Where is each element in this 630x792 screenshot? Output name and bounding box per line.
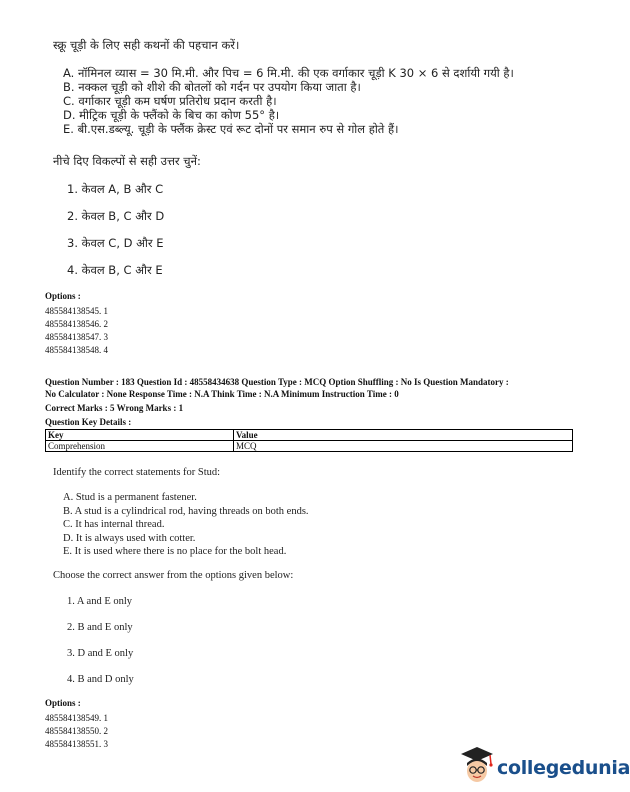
key-table-cell-value: MCQ — [234, 441, 573, 452]
q183-option-id-3: 485584138551. 3 — [45, 739, 108, 749]
q183-choice-4: 4. B and D only — [67, 674, 134, 685]
q183-option-id-2: 485584138550. 2 — [45, 726, 108, 736]
q182-stem: स्क्रू चूड़ी के लिए सही कथनों की पहचान करें। — [53, 38, 240, 52]
q183-key-details-label: Question Key Details : — [45, 417, 132, 427]
q182-choice-1: 1. केवल A, B और C — [67, 182, 164, 196]
q182-choice-2: 2. केवल B, C और D — [67, 209, 165, 223]
q183-statements — [63, 491, 309, 559]
q183-stem: Identify the correct statements for Stud: — [53, 467, 221, 478]
q183-choice-2: 2. B and E only — [67, 622, 133, 633]
collegedunia-logo — [457, 744, 630, 791]
q182-option-id-1: 485584138545. 1 — [45, 306, 108, 316]
key-table-header — [46, 430, 573, 441]
q182-option-ids — [45, 305, 108, 357]
q182-choice-3: 3. केवल C, D और E — [67, 236, 164, 250]
q182-statement-e: E. बी.एस.डब्ल्यू. चूड़ी के फ्लैंक क्रेस्ट एवं रूट दोनों पर समान रुप से गोल होते हैं। — [63, 122, 399, 136]
q182-option-id-4: 485584138548. 4 — [45, 345, 108, 355]
q182-option-id-3: 485584138547. 3 — [45, 332, 108, 342]
q182-statement-d: D. मीट्रिक चूड़ी के फ्लैंको के बिच का कोण 55° है। — [63, 108, 280, 122]
q182-options-label: Options : — [45, 291, 81, 301]
q182-instruction: नीचे दिए विकल्पों से सही उत्तर चुनें: — [53, 154, 201, 168]
q182-choice-4: 4. केवल B, C और E — [67, 263, 163, 277]
q183-statement-a: A. Stud is a permanent fastener. — [63, 492, 197, 503]
q183-instruction: Choose the correct answer from the options given below: — [53, 570, 294, 581]
q182-statement-a: A. नॉमिनल व्यास = 30 मि.मी. और पिच = 6 मि.मी. की एक वर्गाकार चूड़ी K 30 × 6 से दर्शायी गयी है। — [63, 66, 514, 80]
q183-statement-d: D. It is always used with cotter. — [63, 532, 196, 544]
q183-meta — [45, 376, 575, 400]
q183-statement-c: C. It has internal thread. — [63, 519, 165, 530]
key-table-cell-key: Comprehension — [46, 441, 234, 452]
q183-meta-line1: Question Number : 183 Question Id : 48558434638 Question Type : MCQ Option Shuffling : No Is Question Mandatory : — [45, 377, 509, 387]
logo-text: collegedunia — [497, 756, 630, 779]
q183-choice-3: 3. D and E only — [67, 648, 134, 659]
q182-statements — [63, 66, 583, 136]
key-table-header-key: Key — [46, 430, 234, 441]
q183-meta-line2: No Calculator : None Response Time : N.A Think Time : N.A Minimum Instruction Time : 0 — [45, 389, 399, 399]
graduate-mascot-icon — [457, 744, 497, 791]
q183-option-ids — [45, 712, 108, 751]
q183-option-id-1: 485584138549. 1 — [45, 713, 108, 723]
q183-statement-b: B. A stud is a cylindrical rod, having threads on both ends. — [63, 505, 309, 517]
q183-statement-e: E. It is used where there is no place for the bolt head. — [63, 546, 287, 557]
key-details-table — [45, 429, 573, 452]
q183-options-label: Options : — [45, 698, 81, 708]
table-row — [46, 441, 573, 452]
q182-statement-b: B. नक्कल चूड़ी को शीशे की बोतलों को गर्दन पर उपयोग किया जाता है। — [63, 80, 361, 94]
key-table-header-value: Value — [234, 430, 573, 441]
q182-statement-c: C. वर्गाकार चूड़ी कम घर्षण प्रतिरोध प्रदान करती है। — [63, 94, 277, 108]
q182-option-id-2: 485584138546. 2 — [45, 319, 108, 329]
q183-marks: Correct Marks : 5 Wrong Marks : 1 — [45, 403, 184, 413]
q183-choice-1: 1. A and E only — [67, 596, 133, 607]
